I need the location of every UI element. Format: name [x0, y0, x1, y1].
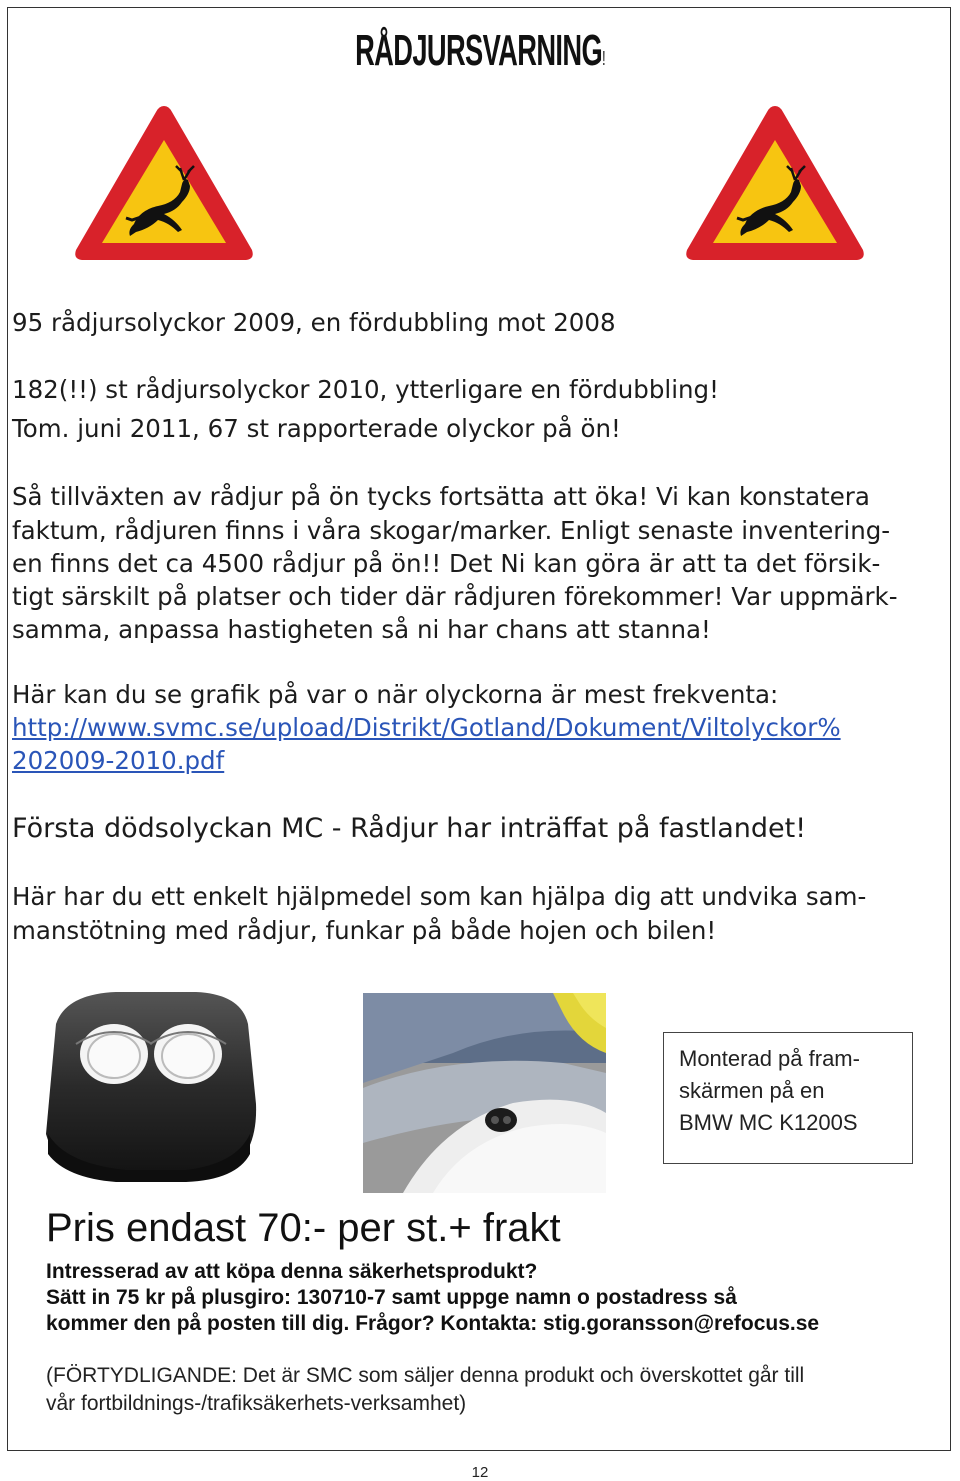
page-number: 12 — [471, 1464, 489, 1481]
paragraph-line: samma, anpassa hastigheten så ni har chans att stanna! — [12, 615, 711, 644]
caption-line: Monterad på fram- — [679, 1046, 860, 1071]
mounted-whistle-photo — [363, 993, 606, 1193]
offer-contact: kommer den på posten till dig. Frågor? Kontakta: stig.goransson@refocus.se — [46, 1312, 820, 1335]
mounted-caption-box — [663, 1032, 913, 1164]
note-line: vår fortbildnings-/trafiksäkerhets-verksamhet) — [46, 1392, 467, 1415]
paragraph-line: tigt särskilt på platser och tider där rådjuren förekommer! Var uppmärk- — [12, 582, 898, 611]
helper-line: manstötning med rådjur, funkar på både hojen och bilen! — [12, 916, 717, 945]
statistics-link-continued[interactable]: 202009-2010.pdf — [12, 746, 225, 775]
clarification-note — [46, 1362, 926, 1418]
paragraph-line: Så tillväxten av rådjur på ön tycks fortsätta att öka! Vi kan konstatera — [12, 482, 870, 511]
paragraph-line: en finns det ca 4500 rådjur på ön!! Det Ni kan göra är att ta det försik- — [12, 549, 881, 578]
page-title: RÅDJURSVARNING! — [355, 26, 605, 75]
deer-whistle-photo — [36, 984, 266, 1184]
price-heading: Pris endast 70:- per st.+ frakt — [46, 1206, 561, 1250]
graphics-intro: Här kan du se grafik på var o när olyckorna är mest frekventa: — [12, 680, 779, 709]
statistics-link[interactable]: http://www.svmc.se/upload/Distrikt/Gotland/Dokument/Viltolyckor% — [12, 713, 841, 742]
paragraph-line: faktum, rådjuren finns i våra skogar/marker. Enligt senaste inventering- — [12, 516, 891, 545]
offer-payment: Sätt in 75 kr på plusgiro: 130710-7 samt uppge namn o postadress så — [46, 1286, 737, 1309]
caption-line: BMW MC K1200S — [679, 1110, 858, 1135]
first-fatal-accident: Första dödsolyckan MC - Rådjur har inträffat på fastlandet! — [12, 813, 807, 844]
offer-question: Intresserad av att köpa denna säkerhetsprodukt? — [46, 1260, 538, 1283]
deer-warning-sign-right — [683, 100, 867, 265]
helper-line: Här har du ett enkelt hjälpmedel som kan hjälpa dig att undvika sam- — [12, 882, 867, 911]
stats-2009: 95 rådjursolyckor 2009, en fördubbling mot 2008 — [12, 308, 616, 337]
note-line: (FÖRTYDLIGANDE: Det är SMC som säljer denna produkt och överskottet går till — [46, 1364, 805, 1387]
stats-2010: 182(!!) st rådjursolyckor 2010, ytterligare en fördubbling! — [12, 375, 719, 404]
caption-line: skärmen på en — [679, 1078, 825, 1103]
deer-warning-sign-left — [72, 100, 256, 265]
stats-2011: Tom. juni 2011, 67 st rapporterade olyckor på ön! — [12, 414, 621, 443]
